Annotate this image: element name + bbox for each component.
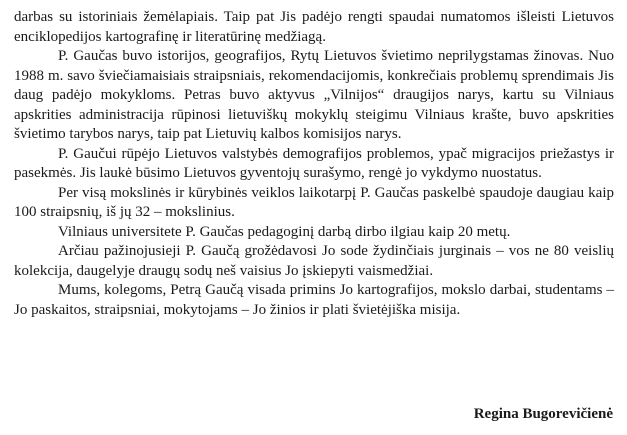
author-signature: Regina Bugorevičienė — [473, 406, 613, 422]
paragraph-5: Vilniaus universitete P. Gaučas pedagoginį darbą dirbo ilgiau kaip 20 metų. — [58, 223, 511, 240]
paragraph-7: Mums, kolegoms, Petrą Gaučą visada primins Jo kartografijos, mokslo darbai, studentams – Jo paskaitos, straipsniai, mokytojams – Jo žinios ir plati švietėjiška misija. — [14, 282, 614, 318]
paragraph-2: P. Gaučas buvo istorijos, geografijos, Rytų Lietuvos švietimo neprilygstamas žinovas. Nuo 1988 m. savo šviečiamaisiais straipsniais, rekomendacijomis, konkrečiais problemų sprendimais Jis daug padėjo mokykloms. Petras buvo aktyvus „Vilnijos“ draugijos narys, kartu su Vilniaus apskrities administracija rūpinosi lietuviškų mokyklų steigimu Vilniaus krašte, buvo apskrities švietimo tarybos narys, taip pat Lietuvių kalbos komisijos narys. — [14, 48, 614, 142]
document-body — [14, 8, 614, 320]
paragraph-1: darbas su istoriniais žemėlapiais. Taip pat Jis padėjo rengti spaudai numatomos išleisti Lietuvos enciklopedijos kartografinę ir literatūrinę medžiagą. — [14, 9, 614, 45]
paragraph-4: Per visą mokslinės ir kūrybinės veiklos laikotarpį P. Gaučas paskelbė spaudoje daugiau kaip 100 straipsnių, iš jų 32 – mokslinius. — [14, 184, 614, 220]
paragraph-3: P. Gaučui rūpėjo Lietuvos valstybės demografijos problemos, ypač migracijos priežastys ir pasekmės. Jis laukė būsimo Lietuvos gyventojų surašymo, rengė jo vykdymo nuostatus. — [14, 145, 614, 181]
paragraph-6: Arčiau pažinojusieji P. Gaučą grožėdavosi Jo sode žydinčiais jurginais – vos ne 80 veislių kolekcija, daugelyje draugų sodų neš vaisius Jo įskiepyti vaismedžiai. — [14, 243, 614, 279]
